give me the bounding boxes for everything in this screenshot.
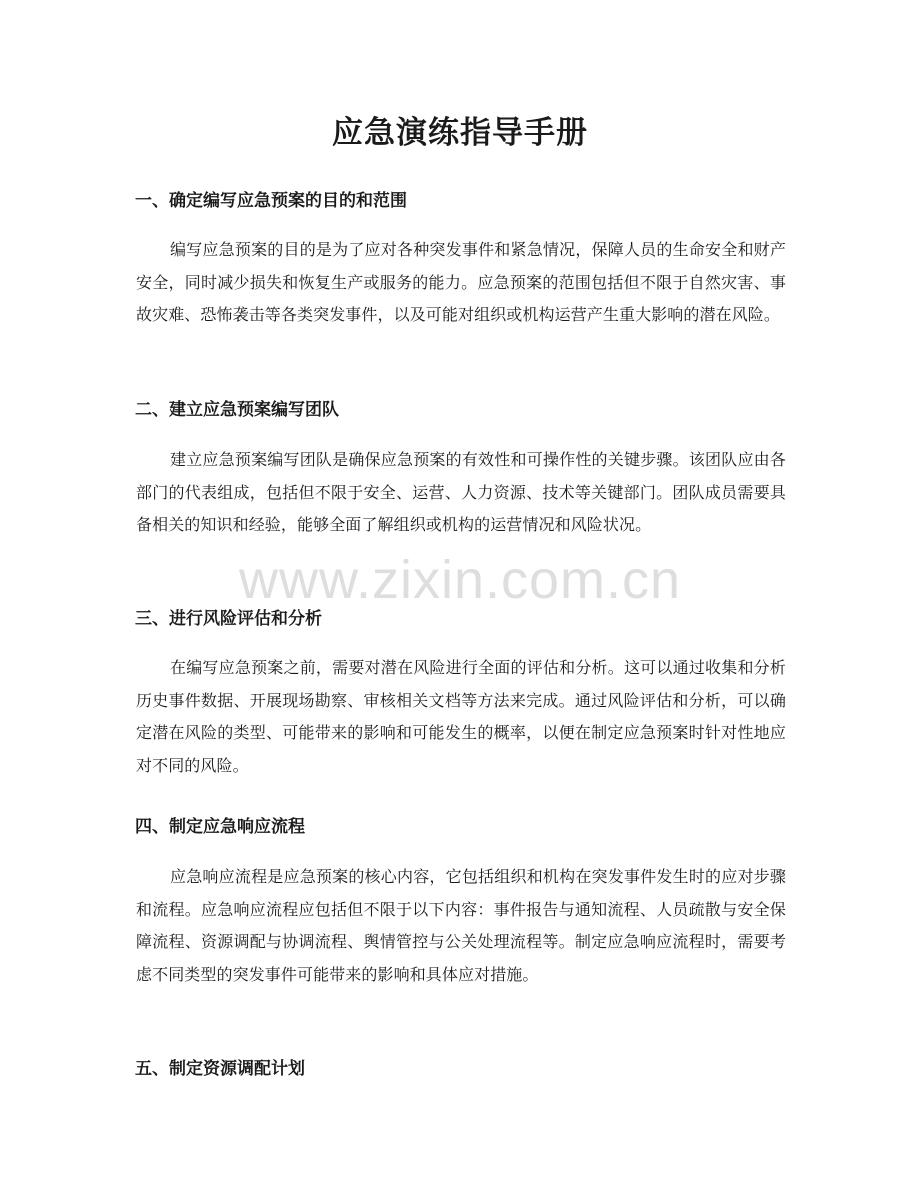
section-3-paragraph: 在编写应急预案之前，需要对潜在风险进行全面的评估和分析。这可以通过收集和分析历史事件数据、开展现场勘察、审核相关文档等方法来完成。通过风险评估和分析，可以确定潜在风险的类型、可能带来的影响和可能发生的概率，以便在制定应急预案时针对性地应对不同的风险。 [136,658,786,775]
document-title: 应急演练指导手册 [332,115,588,151]
watermark: www.zixin.com.cn [238,550,682,610]
section-4-heading: 四、制定应急响应流程 [135,817,305,837]
section-2-paragraph: 建立应急预案编写团队是确保应急预案的有效性和可操作性的关键步骤。该团队应由各部门的代表组成，包括但不限于安全、运营、人力资源、技术等关键部门。团队成员需要具备相关的知识和经验，能够全面了解组织或机构的运营情况和风险状况。 [136,450,786,534]
section-3-heading: 三、进行风险评估和分析 [135,609,322,629]
section-2-heading: 二、建立应急预案编写团队 [135,400,339,420]
section-1-paragraph: 编写应急预案的目的是为了应对各种突发事件和紧急情况，保障人员的生命安全和财产安全，同时减少损失和恢复生产或服务的能力。应急预案的范围包括但不限于自然灾害、事故灾难、恐怖袭击等各类突发事件，以及可能对组织或机构运营产生重大影响的潜在风险。 [136,240,786,324]
section-1-heading: 一、确定编写应急预案的目的和范围 [135,191,407,211]
section-4-paragraph: 应急响应流程是应急预案的核心内容，它包括组织和机构在突发事件发生时的应对步骤和流程。应急响应流程应包括但不限于以下内容：事件报告与通知流程、人员疏散与安全保障流程、资源调配与协调流程、舆情管控与公关处理流程等。制定应急响应流程时，需要考虑不同类型的突发事件可能带来的影响和具体应对措施。 [136,867,786,984]
section-5-heading: 五、制定资源调配计划 [135,1059,305,1079]
